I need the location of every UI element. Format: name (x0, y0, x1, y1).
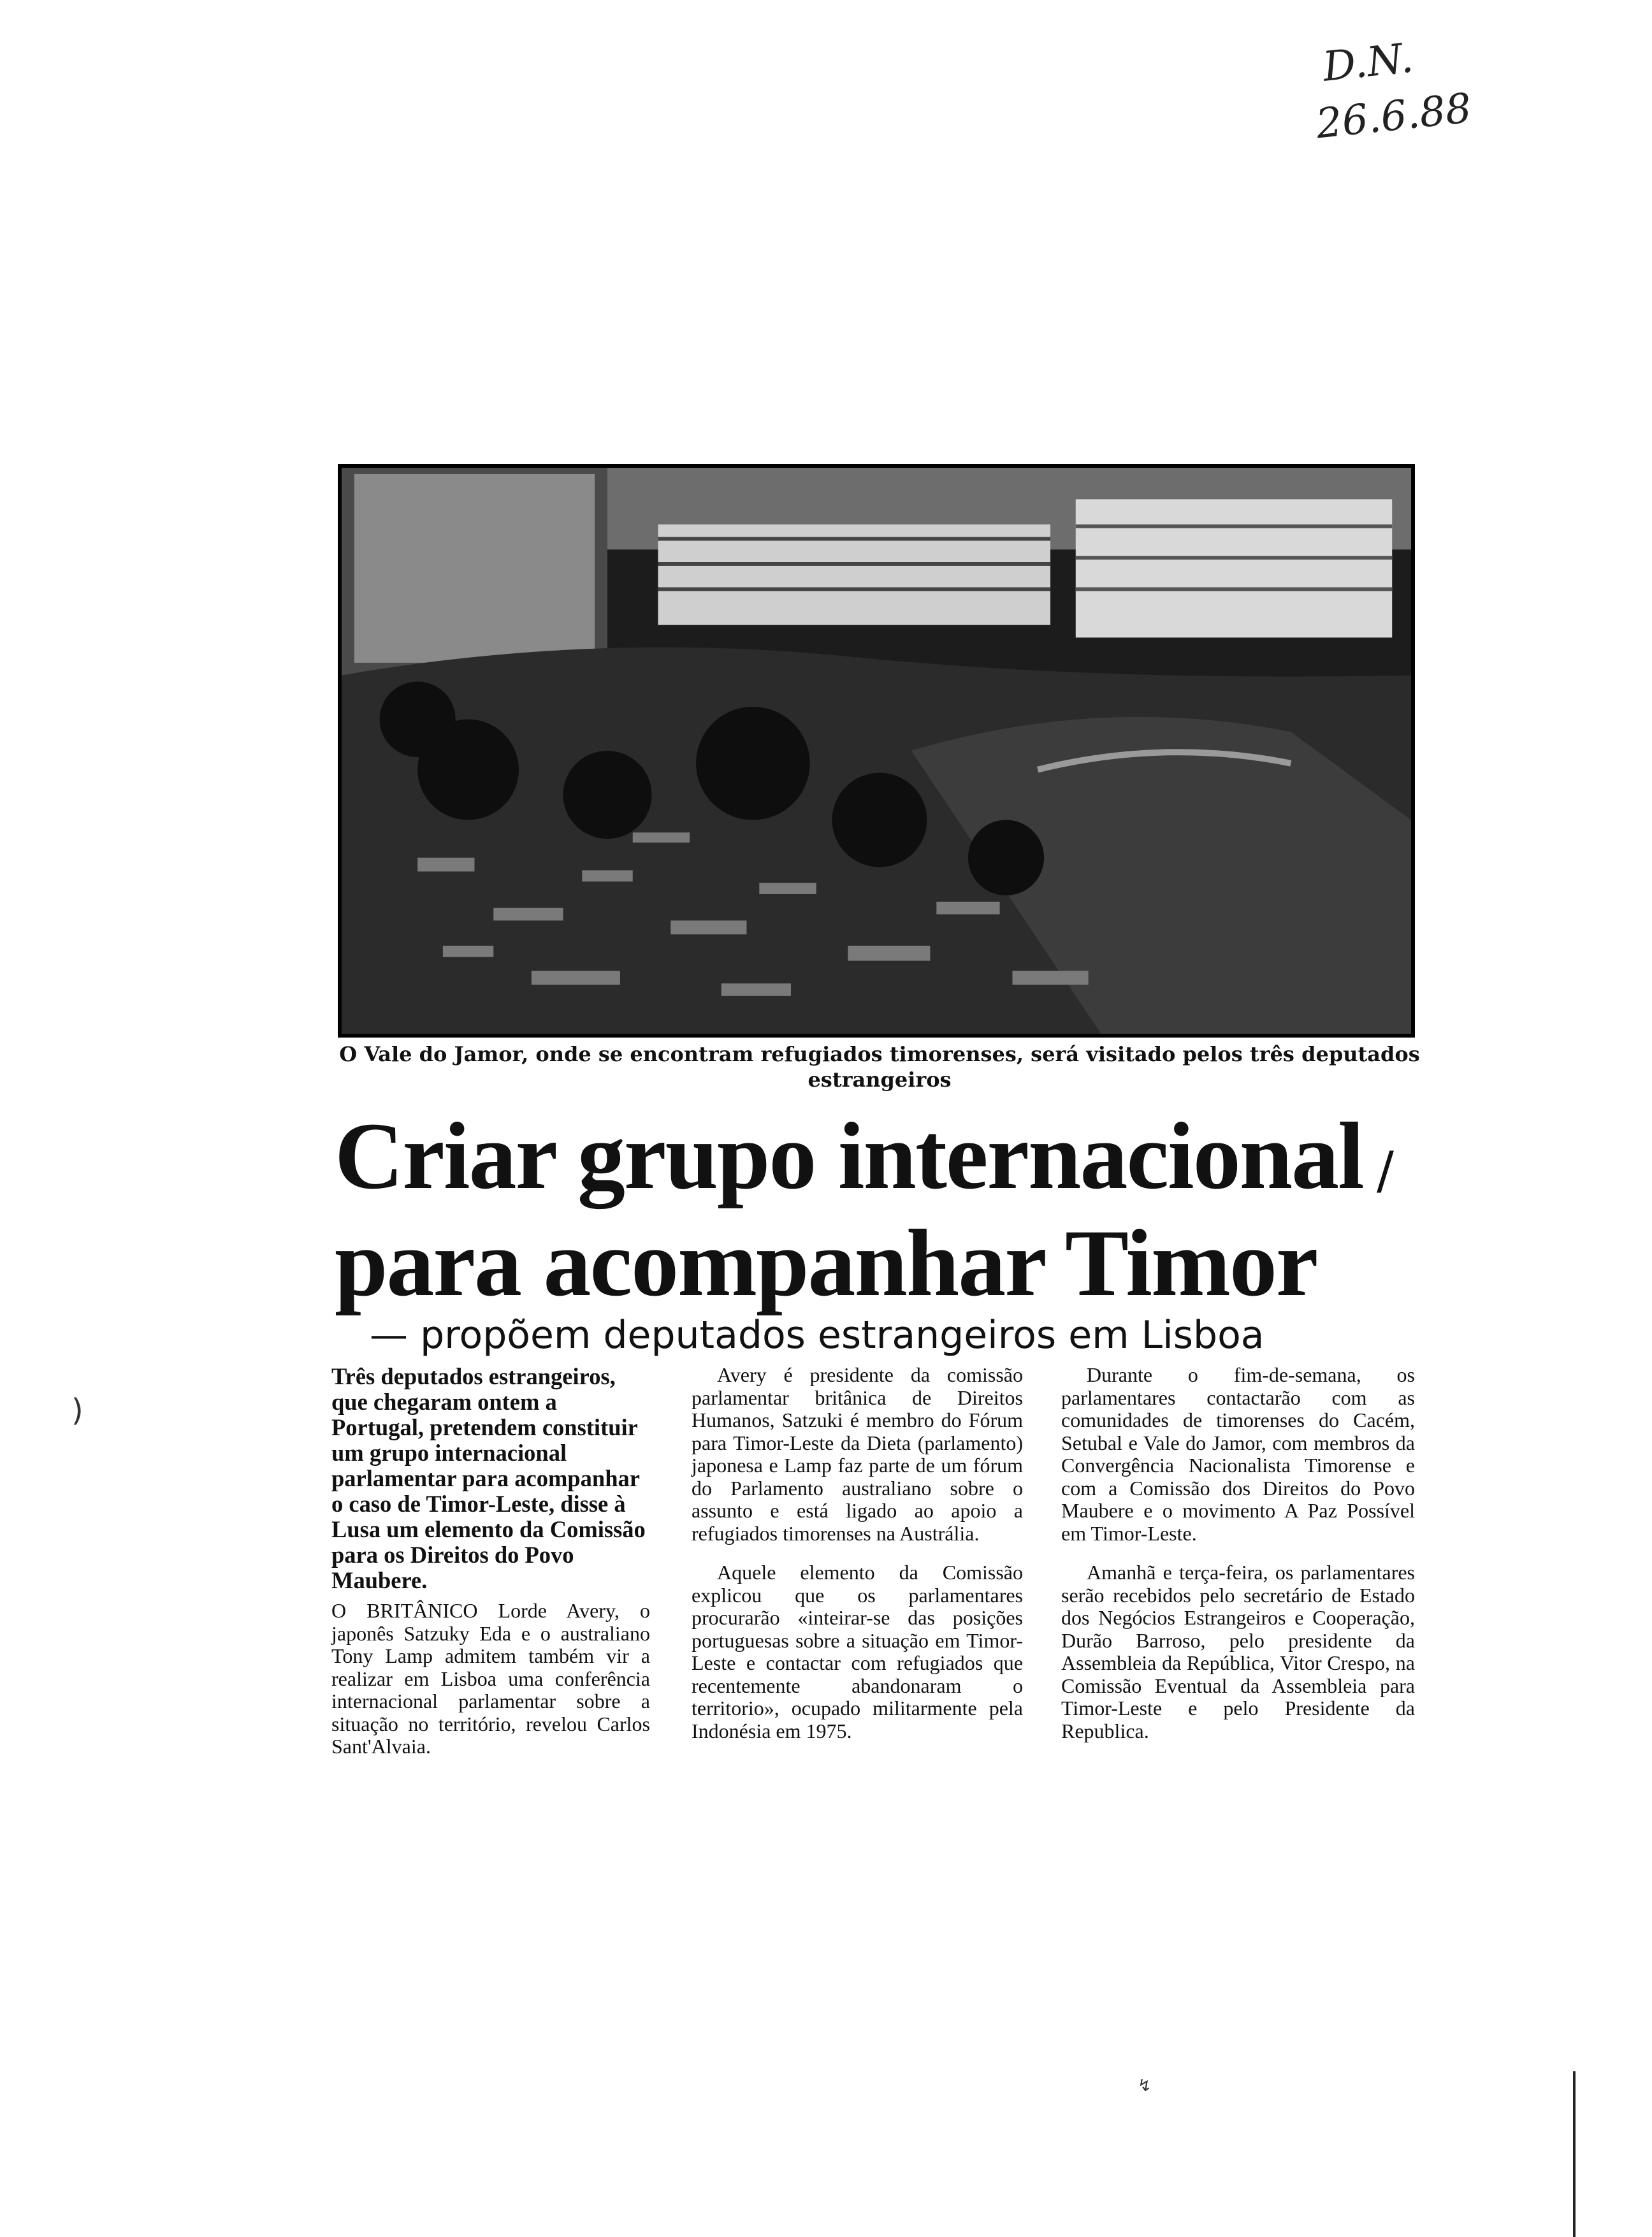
photo-caption: O Vale do Jamor, onde se encontram refugiados timorenses, será visitado pelos três deputados estrangeiros (339, 1042, 1420, 1092)
body-paragraph: Avery é presidente da comissão parlamentar britânica de Direitos Humanos, Satzuki é membro do Fórum para Timor-Leste da Dieta (parlamento) japonesa e Lamp faz parte de um fórum do Parlamento australiano sobre o assunto e está ligado ao apoio a refugiados timorenses na Austrália. (692, 1363, 1023, 1545)
column-1 (331, 1364, 650, 1775)
photo-refugee-settlement-icon (342, 468, 1411, 1034)
scan-mark-bottom: ↯ (1138, 2076, 1152, 2096)
body-paragraph: Amanhã e terça-feira, os parlamentares serão recebidos pelo secretário de Estado dos Negócios Estrangeiros e Cooperação, Durão Barroso, pelo presidente da Assembleia da República, Vitor Crespo, na Comissão Eventual da Assembleia para Timor-Leste e pelo Presidente da Republica. (1061, 1561, 1415, 1742)
paragraph-text: Lorde Avery, o japonês Satzuky Eda e o australiano Tony Lamp admitem também vir a realizar em Lisboa uma conferência internacional parlamentar sobre a situação no território, revelou Carlos Sant'Alvaia. (331, 1599, 651, 1758)
subheadline: — propõem deputados estrangeiros em Lisboa (370, 1313, 1264, 1357)
column-3 (1061, 1364, 1415, 1759)
scan-edge-line (1573, 2071, 1576, 2237)
paragraph-opening-caps: O BRITÂNICO (331, 1599, 478, 1622)
scan-mark-left: ) (71, 1393, 83, 1428)
handwritten-note (1314, 25, 1474, 151)
body-paragraph (331, 1600, 650, 1758)
body-paragraph: Durante o fim-de-semana, os parlamentares contactarão com as comunidades de timorenses do Cacém, Setubal e Vale do Jamor, com membros da Convergência Nacionalista Timorense e com a Comissão dos Direitos do Povo Maubere e o movimento A Paz Possível em Timor-Leste. (1061, 1363, 1415, 1545)
article-photo (338, 464, 1415, 1038)
handwritten-date: 26.6.88 (1314, 85, 1474, 148)
handwritten-source: D.N. (1321, 34, 1416, 91)
headline-line-1: Criar grupo internacional (335, 1103, 1363, 1209)
column-2 (692, 1364, 1023, 1759)
slash-mark: / (1377, 1141, 1394, 1200)
body-paragraph: Aquele elemento da Comissão explicou que os parlamentares procurarão «inteirar-se das posições portuguesas sobre a situação em Timor-Leste e contactar com refugiados que recentemente abandonaram o territorio», ocupado militarmente pela Indonésia em 1975. (692, 1561, 1023, 1742)
headline-line-2: para acompanhar Timor (335, 1210, 1317, 1316)
headline (335, 1103, 1514, 1317)
lead-paragraph: Três deputados estrangeiros, que chegaram ontem a Portugal, pretendem constituir um grupo internacional parlamentar para acompanhar o caso de Timor-Leste, disse à Lusa um elemento da Comissão para os Direitos do Povo Maubere. (331, 1363, 646, 1593)
